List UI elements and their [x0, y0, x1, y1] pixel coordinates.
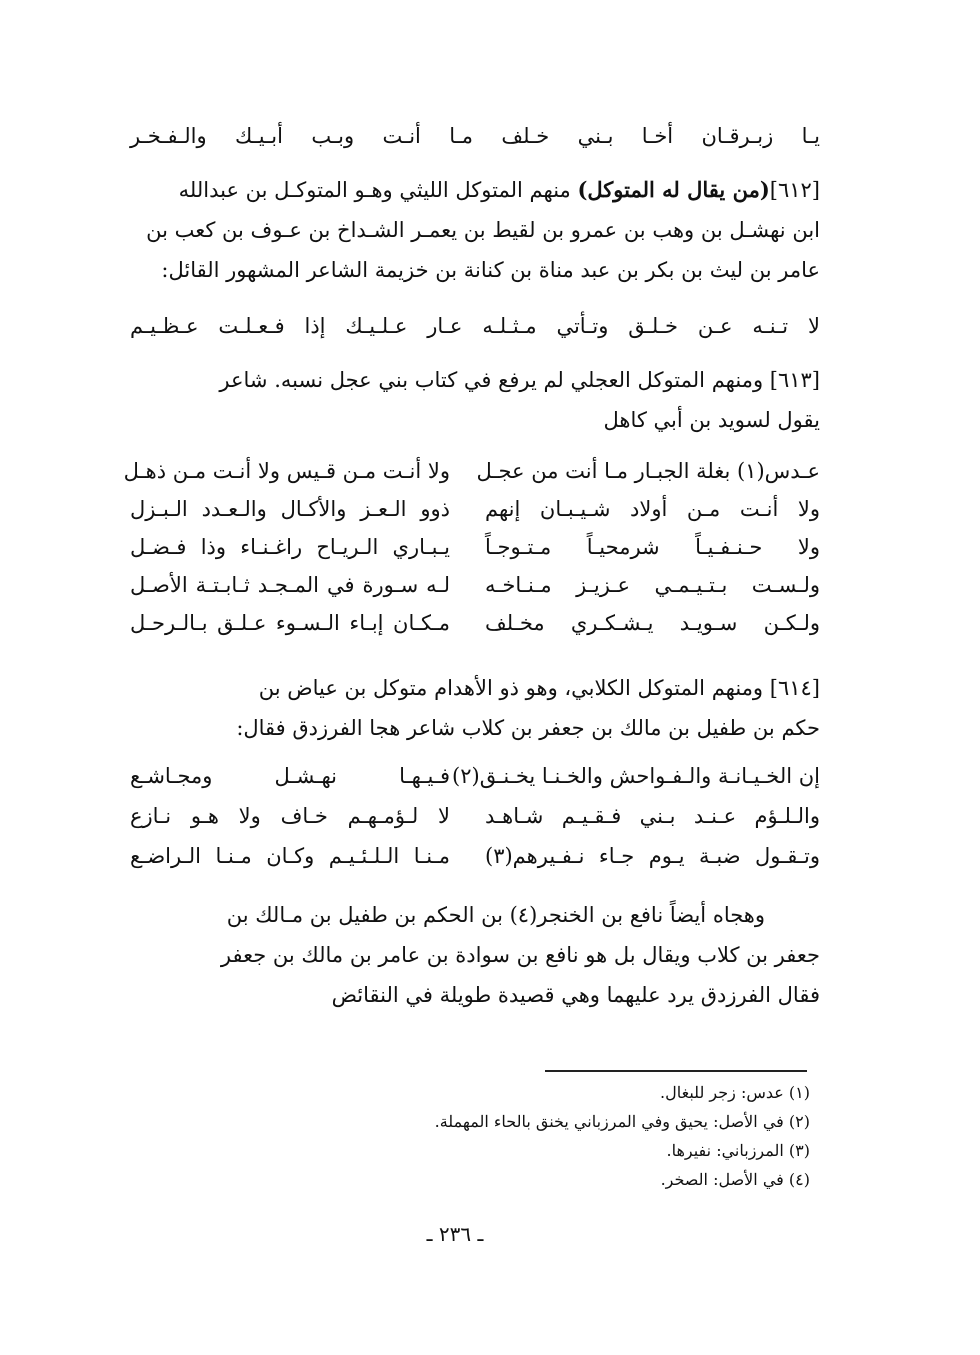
paragraph-612 [130, 170, 820, 290]
paragraph-line: يقول لسويد بن أبي كاهل [603, 408, 820, 432]
hemistich-first: ولـكـن سـويـد يـشـكـري مخـلف [485, 611, 820, 635]
hemistich-second: مـكـان إبـاء الـسـوء عـلـق بـالـرحـل [130, 611, 450, 635]
paragraph-text: منهم المتوكل الليثي وهـو المتوكـل بن عبدالله [178, 178, 578, 202]
poem-line [130, 569, 820, 601]
paragraph-line: وهجاه أيضاً نافع بن الخنجر(٤) بن الحكم بن طفيل بن مـالك بن [226, 903, 765, 927]
hemistich-first: وتـقـول ضبـة يـوم جـاء نـفـيرهم(٣) [485, 844, 820, 868]
poem-line [130, 531, 820, 563]
page-number: ـ ٢٣٦ ـ [426, 1222, 484, 1246]
hemistich-second: لـه سـورة في المـجـد ثـابـتـة الأصـل [130, 573, 450, 597]
paragraph-line: ابن نهشـل بن وهب بن عمرو بن لقيط بن يعمـر الشـداخ بن عـوف بن كعب بن [146, 218, 820, 242]
hemistich-second: ذوو الـعـز والأكـال والـعـدد الـبـزل [130, 497, 450, 521]
footnote: (٣) المرزباني: نفيرها. [666, 1141, 810, 1160]
footnote: (٤) في الأصل: الصخر. [660, 1170, 810, 1189]
poem-line [130, 607, 820, 639]
hemistich-first: ولا حـنـفـيـاً شرمحيـاً مـتـوجـاً [485, 535, 820, 559]
paragraph-line [130, 170, 820, 210]
hemistich-second: لا لـؤمـهـم خـاف ولا هـو نـازع [130, 804, 450, 828]
hemistich-second: فـيـهـا نهـشـل ومجـاشـع [130, 764, 450, 788]
verse-line: لا تـنـه عـن خـلـق وتـأتي مـثـلـه عـار عـلـيـك إذا فـعـلـت عـظـيـم [130, 314, 820, 338]
paragraph-final [130, 895, 820, 1015]
footnotes [400, 1078, 810, 1194]
footnote-divider [545, 1070, 807, 1072]
verse-top [130, 120, 820, 152]
paragraph-line: جعفر بن كلاب ويقال بل هو نافع بن سوادة بن عامر بن مالك بن جعفر [220, 943, 820, 967]
paragraph-line: [٦١٤] ومنهم المتوكل الكلابي، وهو ذو الأهدام متوكل بن عياض بن [258, 676, 820, 700]
verse-612 [130, 310, 820, 342]
paragraph-line: [٦١٣] ومنهم المتوكل العجلي لم يرفع في كتاب بني عجل نسبه. شاعر [219, 368, 820, 392]
hemistich-first: إن الخـيـانـة والـفـواحش والخـنـا يخـنـق(٢) [452, 764, 820, 788]
poem-line [130, 840, 820, 872]
paragraph-line: فقال الفرزدق يرد عليهما وهي قصيدة طويلة في النقائض [331, 983, 820, 1007]
paragraph-614 [130, 668, 820, 748]
hemistich-second: ولا أنـت مـن قـيس ولا أنـت مـن ذهـل [123, 459, 450, 483]
paragraph-line: عامر بن ليث بن بكر بن عبد مناة بن كنانة بن خزيمة الشاعر المشهور القائل: [161, 258, 820, 282]
entry-number: [٦١٢] [769, 178, 820, 202]
footnote: (١) عدس: زجر للبغال. [660, 1083, 810, 1102]
hemistich-second: يـبـاري الـريـاح راغـنـاء وذا فـضـل [130, 535, 450, 559]
paragraph-613 [130, 360, 820, 440]
poem-613 [123, 455, 820, 639]
poem-614 [130, 760, 820, 872]
hemistich-first: والـلـؤم عـنـد بـني فـقـيـم شـاهـد [485, 804, 820, 828]
footnote: (٢) في الأصل: يحيق وفي المرزباني يخنق بالحاء المهملة. [434, 1112, 810, 1131]
hemistich-first: عـدس(١) بغلة الجبـار مـا أنت من عجـل [476, 459, 820, 483]
poem-line [130, 800, 820, 832]
entry-heading: (من يقال له المتوكل) [577, 177, 770, 202]
hemistich-second: مـنـا الـلـئـيـم وكـان مـنـا الـراضـع [130, 844, 450, 868]
verse-line: يـا زبـرقـان أخـا بـني خـلف مـا أنـت وبـب أبـيـك والـفـخـر [130, 124, 820, 148]
poem-line [130, 760, 820, 792]
paragraph-line: حكم بن طفيل بن مالك بن جعفر بن كلاب شاعر هجا الفرزدق فقال: [236, 716, 820, 740]
poem-line [123, 455, 820, 487]
hemistich-first: ولا أنـت مـن أولاد شـيـبـان إنهم [485, 497, 820, 521]
poem-line [130, 493, 820, 525]
hemistich-first: ولـسـت بـتـيـمـي عـزيـز مـنـاخـه [485, 573, 820, 597]
